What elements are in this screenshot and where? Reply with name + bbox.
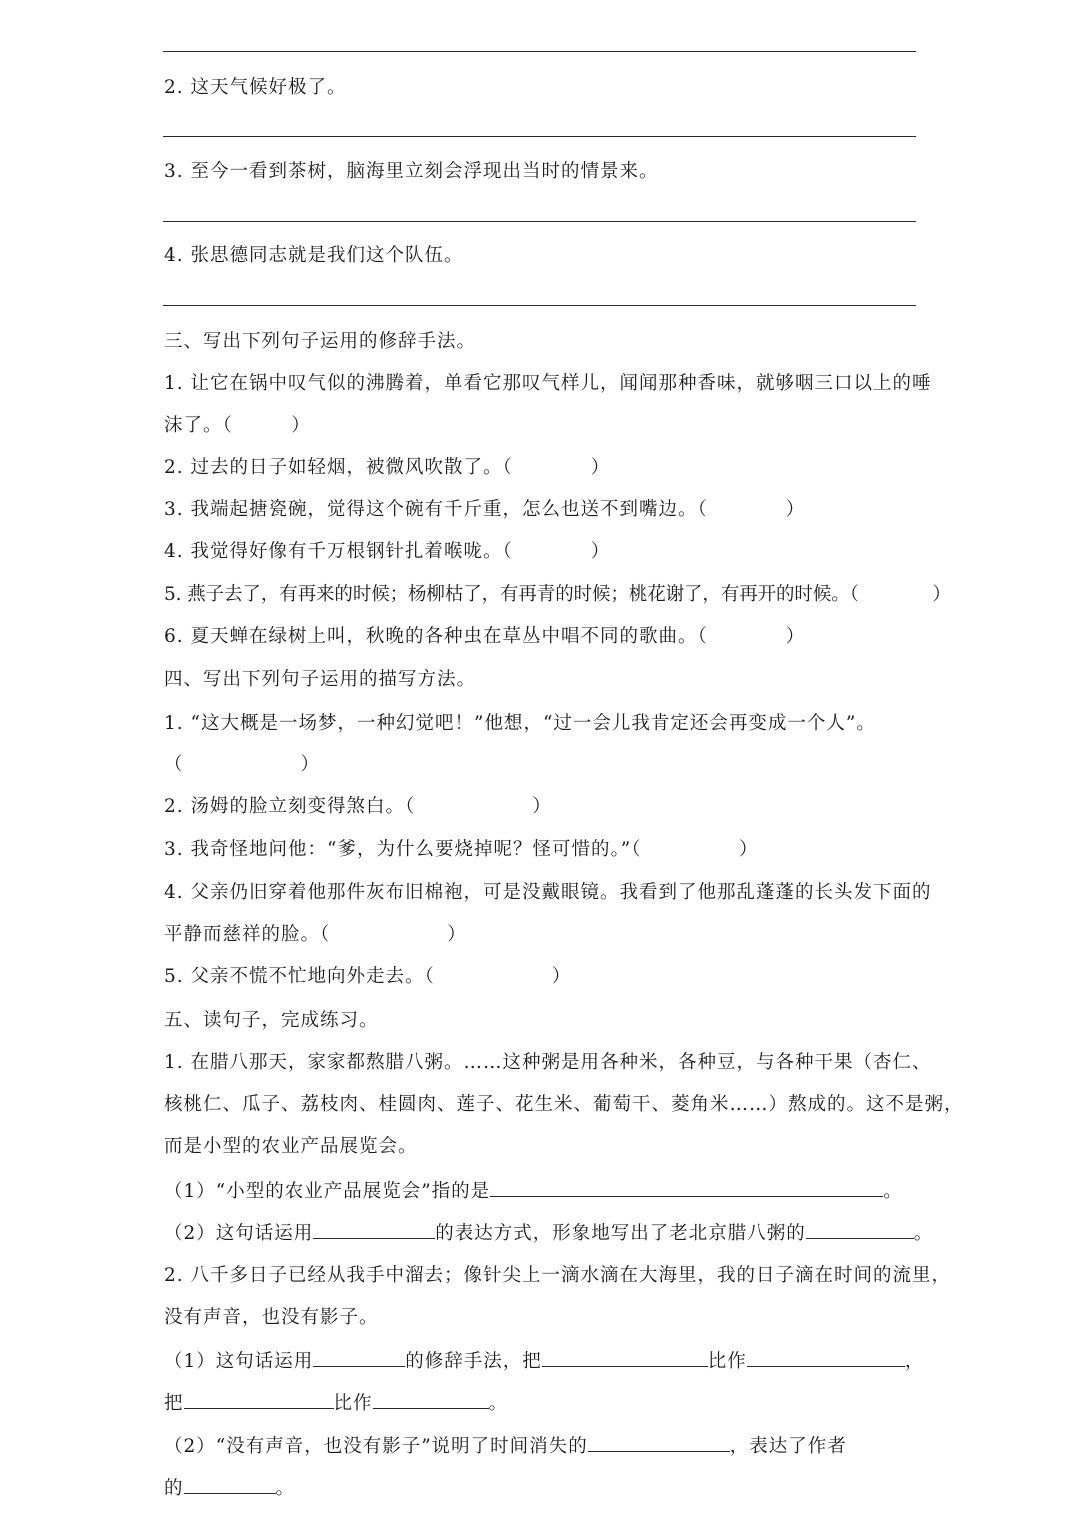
- question-text: 1. “这大概是一场梦，一种幻觉吧！”他想，“过一会儿我肯定还会再变成一个人”。: [164, 713, 876, 734]
- fill-blank[interactable]: [313, 1348, 405, 1367]
- section-heading: 三、写出下列句子运用的修辞手法。: [164, 331, 477, 352]
- answer-line[interactable]: [163, 136, 916, 137]
- question-text[interactable]: 5. 燕子去了，有再来的时候；杨柳枯了，有再青的时候；桃花谢了，有再开的时候。（ ）: [164, 584, 951, 605]
- subquestion-text: 比作: [333, 1393, 373, 1414]
- question-text[interactable]: 3. 我奇怪地问他：“爹，为什么要烧掉呢？怪可惜的。”（ ）: [164, 839, 759, 860]
- subquestion-text: （2）这句话运用: [164, 1223, 314, 1244]
- passage-text: 核桃仁、瓜子、荔枝肉、桂圆肉、莲子、花生米、葡萄干、菱角米……）熬成的。这不是粥，: [164, 1094, 964, 1115]
- subquestion-text: ，: [904, 1351, 925, 1372]
- question-text: 1. 让它在锅中叹气似的沸腾着，单看它那叹气样儿，闻闻那种香味，就够咽三口以上的唾: [164, 373, 932, 394]
- subquestion-text: 。: [488, 1393, 509, 1414]
- answer-line[interactable]: [163, 51, 916, 52]
- question-text[interactable]: 6. 夏天蝉在绿树上叫，秋晚的各种虫在草丛中唱不同的歌曲。（ ）: [164, 626, 806, 647]
- fill-blank[interactable]: [184, 1475, 276, 1494]
- subquestion-text: 比作: [707, 1351, 747, 1372]
- fill-blank[interactable]: [542, 1348, 708, 1367]
- question-text[interactable]: 5. 父亲不慌不忙地向外走去。（ ）: [164, 966, 572, 987]
- question-text[interactable]: 2. 过去的日子如轻烟，被微风吹散了。（ ）: [164, 457, 611, 478]
- subquestion-text: （2）“没有声音，也没有影子”说明了时间消失的: [164, 1436, 588, 1457]
- passage-text: 而是小型的农业产品展览会。: [164, 1136, 418, 1157]
- sentence-item: 4. 张思德同志就是我们这个队伍。: [164, 245, 464, 266]
- section-heading: 四、写出下列句子运用的描写方法。: [164, 669, 477, 690]
- sentence-item: 3. 至今一看到茶树，脑海里立刻会浮现出当时的情景来。: [164, 161, 659, 182]
- subquestion: [164, 1390, 918, 1416]
- subquestion: [164, 1433, 918, 1459]
- question-text: 4. 父亲仍旧穿着他那件灰布旧棉袍，可是没戴眼镜。我看到了他那乱蓬蓬的长头发下面的: [164, 882, 932, 903]
- subquestion-text: 。: [913, 1223, 934, 1244]
- question-text[interactable]: 2. 汤姆的脸立刻变得煞白。（ ）: [164, 796, 552, 817]
- question-text[interactable]: 3. 我端起搪瓷碗，觉得这个碗有千斤重，怎么也送不到嘴边。（ ）: [164, 499, 806, 520]
- fill-blank[interactable]: [373, 1390, 489, 1409]
- section-heading: 五、读句子，完成练习。: [164, 1010, 379, 1031]
- fill-blank[interactable]: [806, 1220, 914, 1239]
- passage-text: 1. 在腊八那天，家家都熬腊八粥。……这种粥是用各种米，各种豆，与各种干果（杏仁、: [164, 1052, 932, 1073]
- subquestion-text: ，表达了作者: [729, 1436, 847, 1457]
- answer-line[interactable]: [163, 221, 916, 222]
- subquestion-text: 。: [275, 1478, 296, 1499]
- passage-text: 没有声音，也没有影子。: [164, 1307, 379, 1328]
- subquestion-text: （1）这句话运用: [164, 1351, 314, 1372]
- subquestion: [164, 1348, 925, 1374]
- question-text[interactable]: 沫了。（ ）: [164, 415, 311, 436]
- fill-blank[interactable]: [490, 1178, 883, 1197]
- fill-blank[interactable]: [184, 1390, 334, 1409]
- subquestion-text: 的表达方式，形象地写出了老北京腊八粥的: [435, 1223, 806, 1244]
- fill-blank[interactable]: [588, 1433, 730, 1452]
- passage-text: 2. 八千多日子已经从我手中溜去；像针尖上一滴水滴在大海里，我的日子滴在时间的流里，: [164, 1265, 952, 1286]
- subquestion-text: （1）“小型的农业产品展览会”指的是: [164, 1181, 491, 1202]
- question-text[interactable]: 平静而慈祥的脸。（ ）: [164, 924, 467, 945]
- answer-parens[interactable]: （ ）: [164, 754, 321, 775]
- subquestion-text: 。: [883, 1181, 903, 1202]
- subquestion: [164, 1178, 918, 1204]
- question-text[interactable]: 4. 我觉得好像有千万根钢针扎着喉咙。（ ）: [164, 541, 611, 562]
- subquestion-text: 把: [164, 1393, 184, 1414]
- fill-blank[interactable]: [313, 1220, 435, 1239]
- subquestion-text: 的: [164, 1478, 184, 1499]
- subquestion: [164, 1220, 934, 1246]
- sentence-item: 2. 这天气候好极了。: [164, 77, 347, 98]
- subquestion-text: 的修辞手法，把: [405, 1351, 542, 1372]
- subquestion: [164, 1475, 918, 1501]
- fill-blank[interactable]: [747, 1348, 905, 1367]
- answer-line[interactable]: [163, 305, 916, 306]
